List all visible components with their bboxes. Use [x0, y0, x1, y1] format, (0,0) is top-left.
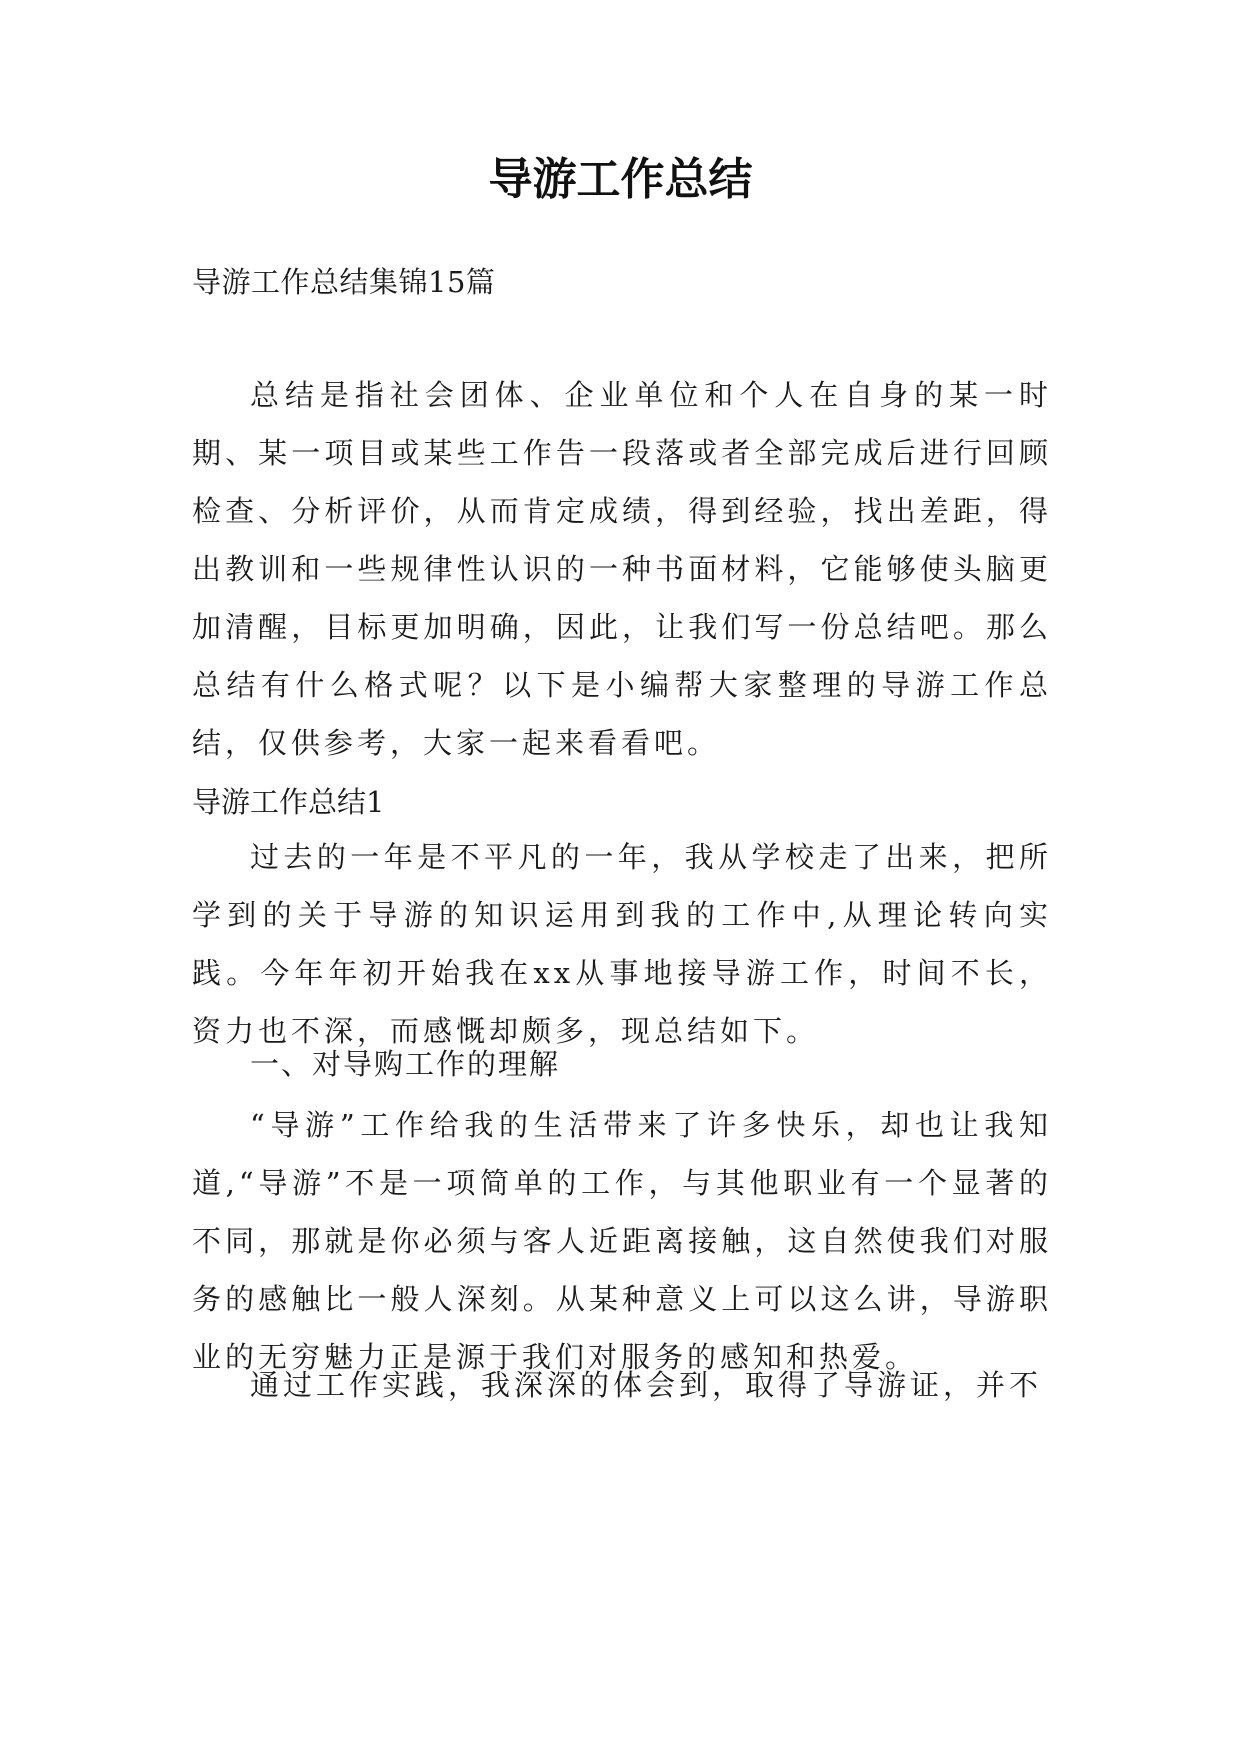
- document-subtitle: 导游工作总结集锦15篇: [192, 265, 496, 299]
- section-subheading: 一、对导购工作的理解: [250, 1047, 561, 1081]
- document-title: 导游工作总结: [488, 154, 753, 205]
- section-paragraph: 通过工作实践，我深深的体会到，取得了导游证，并不: [250, 1368, 1043, 1402]
- section-paragraph: “导游”工作给我的生活带来了许多快乐，却也让我知道,“导游”不是一项简单的工作，与其他职业有一个显著的不同，那就是你必须与客人近距离接触，这自然使我们对服务的感触比一般人深刻。从某种意义上可以这么讲，导游职业的无穷魅力正是源于我们对服务的感知和热爱。: [192, 1108, 1052, 1374]
- intro-paragraph: 总结是指社会团体、企业单位和个人在自身的某一时期、某一项目或某些工作告一段落或者全部完成后进行回顾检查、分析评价，从而肯定成绩，得到经验，找出差距，得出教训和一些规律性认识的一种书面材料，它能够使头脑更加清醒，目标更加明确，因此，让我们写一份总结吧。那么总结有什么格式呢？以下是小编帮大家整理的导游工作总结，仅供参考，大家一起来看看吧。: [192, 378, 1052, 760]
- section-heading: 导游工作总结1: [192, 785, 385, 819]
- section-paragraph: 过去的一年是不平凡的一年，我从学校走了出来，把所学到的关于导游的知识运用到我的工作中,从理论转向实践。今年年初开始我在xx从事地接导游工作，时间不长，资力也不深，而感慨却颇多，现总结如下。: [192, 840, 1052, 1048]
